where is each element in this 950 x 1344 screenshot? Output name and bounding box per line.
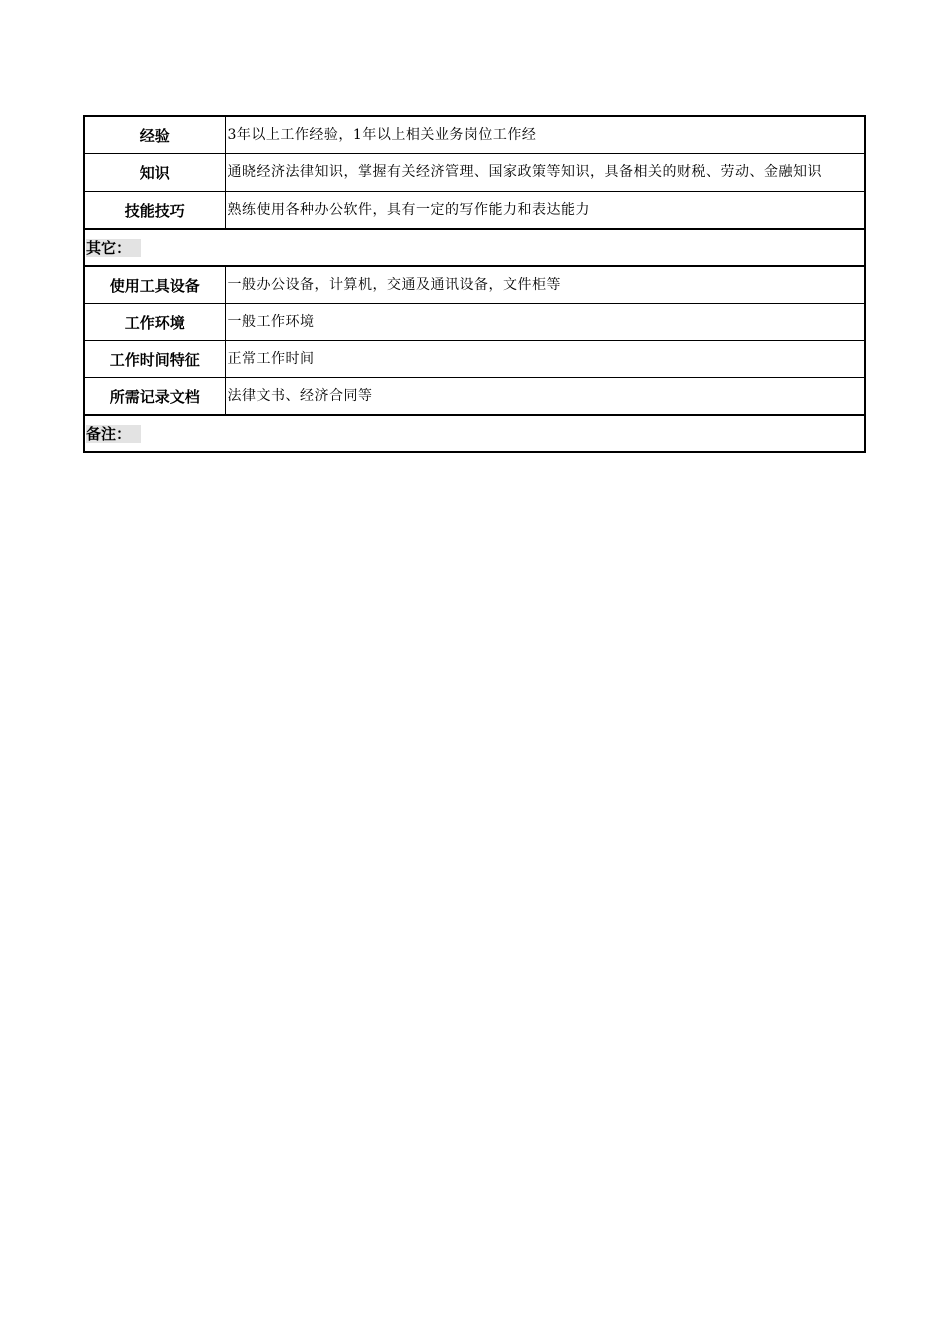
environment-label: 工作环境 xyxy=(84,304,225,341)
row-tools xyxy=(84,266,865,304)
skills-label: 技能技巧 xyxy=(84,192,225,230)
job-description-table xyxy=(83,115,866,453)
knowledge-value: 通晓经济法律知识，掌握有关经济管理、国家政策等知识，具备相关的财税、劳动、金融知识 xyxy=(225,154,865,192)
section-notes xyxy=(84,415,865,452)
row-knowledge xyxy=(84,154,865,192)
experience-value: 3年以上工作经验，1年以上相关业务岗位工作经 xyxy=(225,116,865,154)
experience-label: 经验 xyxy=(84,116,225,154)
row-work-time xyxy=(84,341,865,378)
section-other-row xyxy=(84,229,865,266)
section-other-label: 其它： xyxy=(86,239,141,257)
row-skills xyxy=(84,192,865,230)
row-experience xyxy=(84,116,865,154)
documents-label: 所需记录文档 xyxy=(84,378,225,416)
row-environment xyxy=(84,304,865,341)
documents-value: 法律文书、经济合同等 xyxy=(225,378,865,416)
knowledge-label: 知识 xyxy=(84,154,225,192)
section-other xyxy=(84,229,865,266)
skills-value: 熟练使用各种办公软件，具有一定的写作能力和表达能力 xyxy=(225,192,865,230)
row-documents xyxy=(84,378,865,416)
tools-value: 一般办公设备，计算机，交通及通讯设备，文件柜等 xyxy=(225,266,865,304)
work-time-value: 正常工作时间 xyxy=(225,341,865,378)
tools-label: 使用工具设备 xyxy=(84,266,225,304)
environment-value: 一般工作环境 xyxy=(225,304,865,341)
work-time-label: 工作时间特征 xyxy=(84,341,225,378)
section-notes-row xyxy=(84,415,865,452)
section-notes-label: 备注： xyxy=(86,425,141,443)
